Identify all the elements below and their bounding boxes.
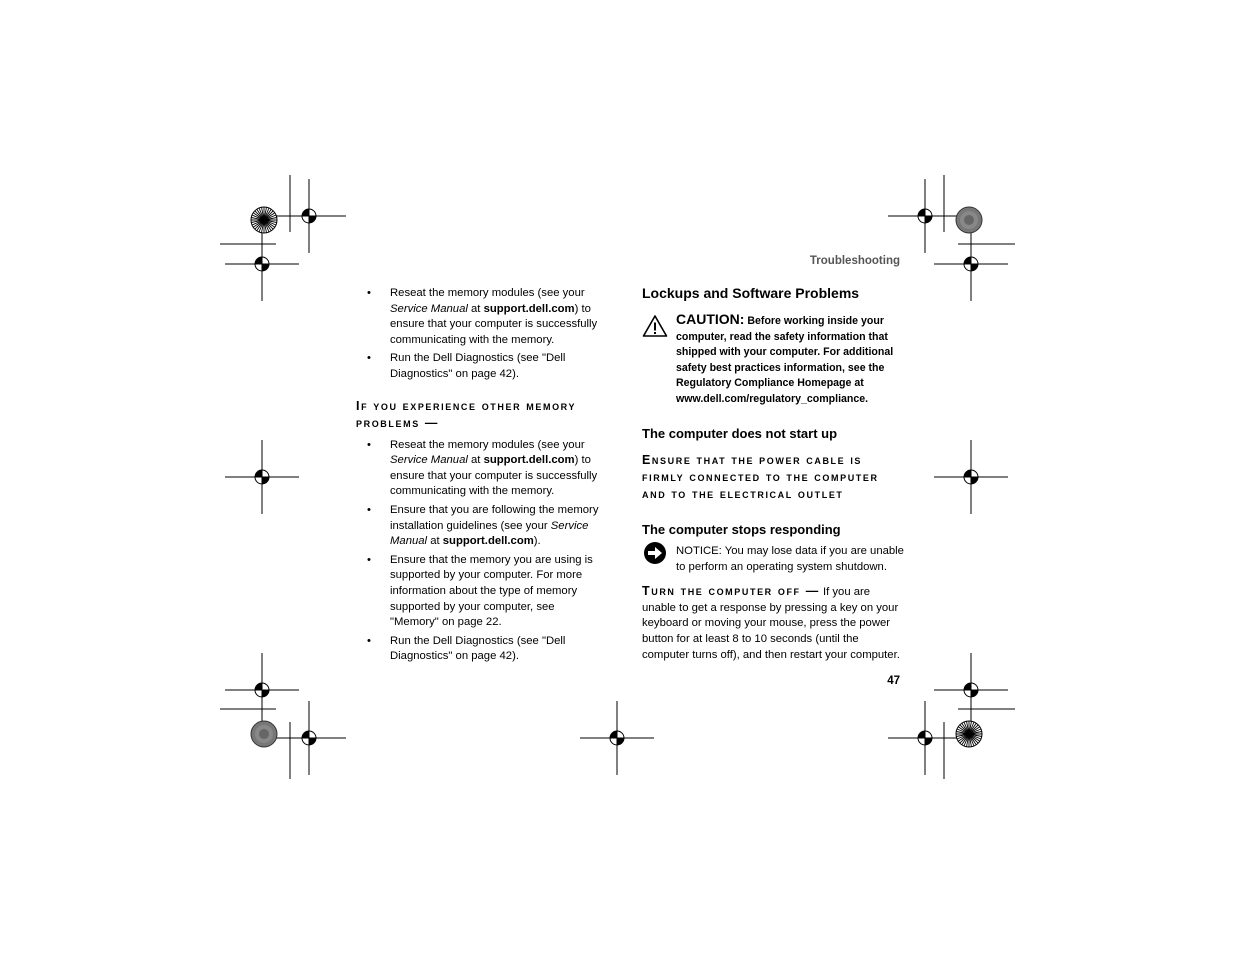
support-link[interactable]: support.dell.com xyxy=(483,302,575,315)
list-item: • Reseat the memory modules (see your Service Manual at support.dell.com) to ensure that your computer is successfully communicating with the memory. xyxy=(356,286,606,348)
list-item: • Run the Dell Diagnostics (see "Dell Diagnostics" on page 42). xyxy=(356,351,606,382)
section-heading: If you experience other memory problems — xyxy=(356,398,577,430)
running-header: Troubleshooting xyxy=(809,255,900,267)
caution-text: Before working inside your computer, read the safety information that shipped with your computer. For additional safety best practices information, see the Regulatory Compliance Homepage at www.dell.com/regulatory_compliance. xyxy=(676,315,894,405)
notice-box xyxy=(642,544,904,575)
notice-arrow-icon xyxy=(643,541,667,565)
bullet-list-a xyxy=(356,286,606,383)
list-item: • Ensure that you are following the memory installation guidelines (see your Service Manual at support.dell.com). xyxy=(356,503,606,550)
list-item: • Reseat the memory modules (see your Service Manual at support.dell.com) to ensure that your computer is successfully communicating with the memory. xyxy=(356,438,606,500)
action-text: If you are unable to get a response by pressing a key on your keyboard or moving your mouse, press the power button for at least 8 to 10 seconds (until the computer turns off), and then restart your computer. xyxy=(642,586,900,661)
action-paragraph xyxy=(642,583,904,663)
action-label: Turn the computer off — xyxy=(642,584,820,599)
caution-box xyxy=(642,312,904,407)
bullet-list-b xyxy=(356,438,606,665)
left-column xyxy=(356,286,606,668)
caution-label: CAUTION: xyxy=(676,311,745,327)
notice-label: NOTICE: xyxy=(676,545,722,557)
support-link[interactable]: support.dell.com xyxy=(483,454,575,467)
support-link[interactable]: support.dell.com xyxy=(442,535,534,548)
action-heading: Ensure that the power cable is firmly connected to the computer and to the electrical outlet xyxy=(642,453,879,501)
page-number: 47 xyxy=(887,675,900,687)
page-title: Lockups and Software Problems xyxy=(642,285,860,301)
subsection-title: The computer stops responding xyxy=(642,522,841,537)
warning-triangle-icon xyxy=(642,314,668,338)
notice-text: You may lose data if you are unable to perform an operating system shutdown. xyxy=(676,545,904,573)
list-item: • Ensure that the memory you are using is supported by your computer. For more information about the type of memory supported by your computer, see "Memory" on page 22. xyxy=(356,553,606,631)
right-column xyxy=(642,284,904,663)
subsection-title: The computer does not start up xyxy=(642,426,838,441)
list-item: • Run the Dell Diagnostics (see "Dell Diagnostics" on page 42). xyxy=(356,634,606,665)
